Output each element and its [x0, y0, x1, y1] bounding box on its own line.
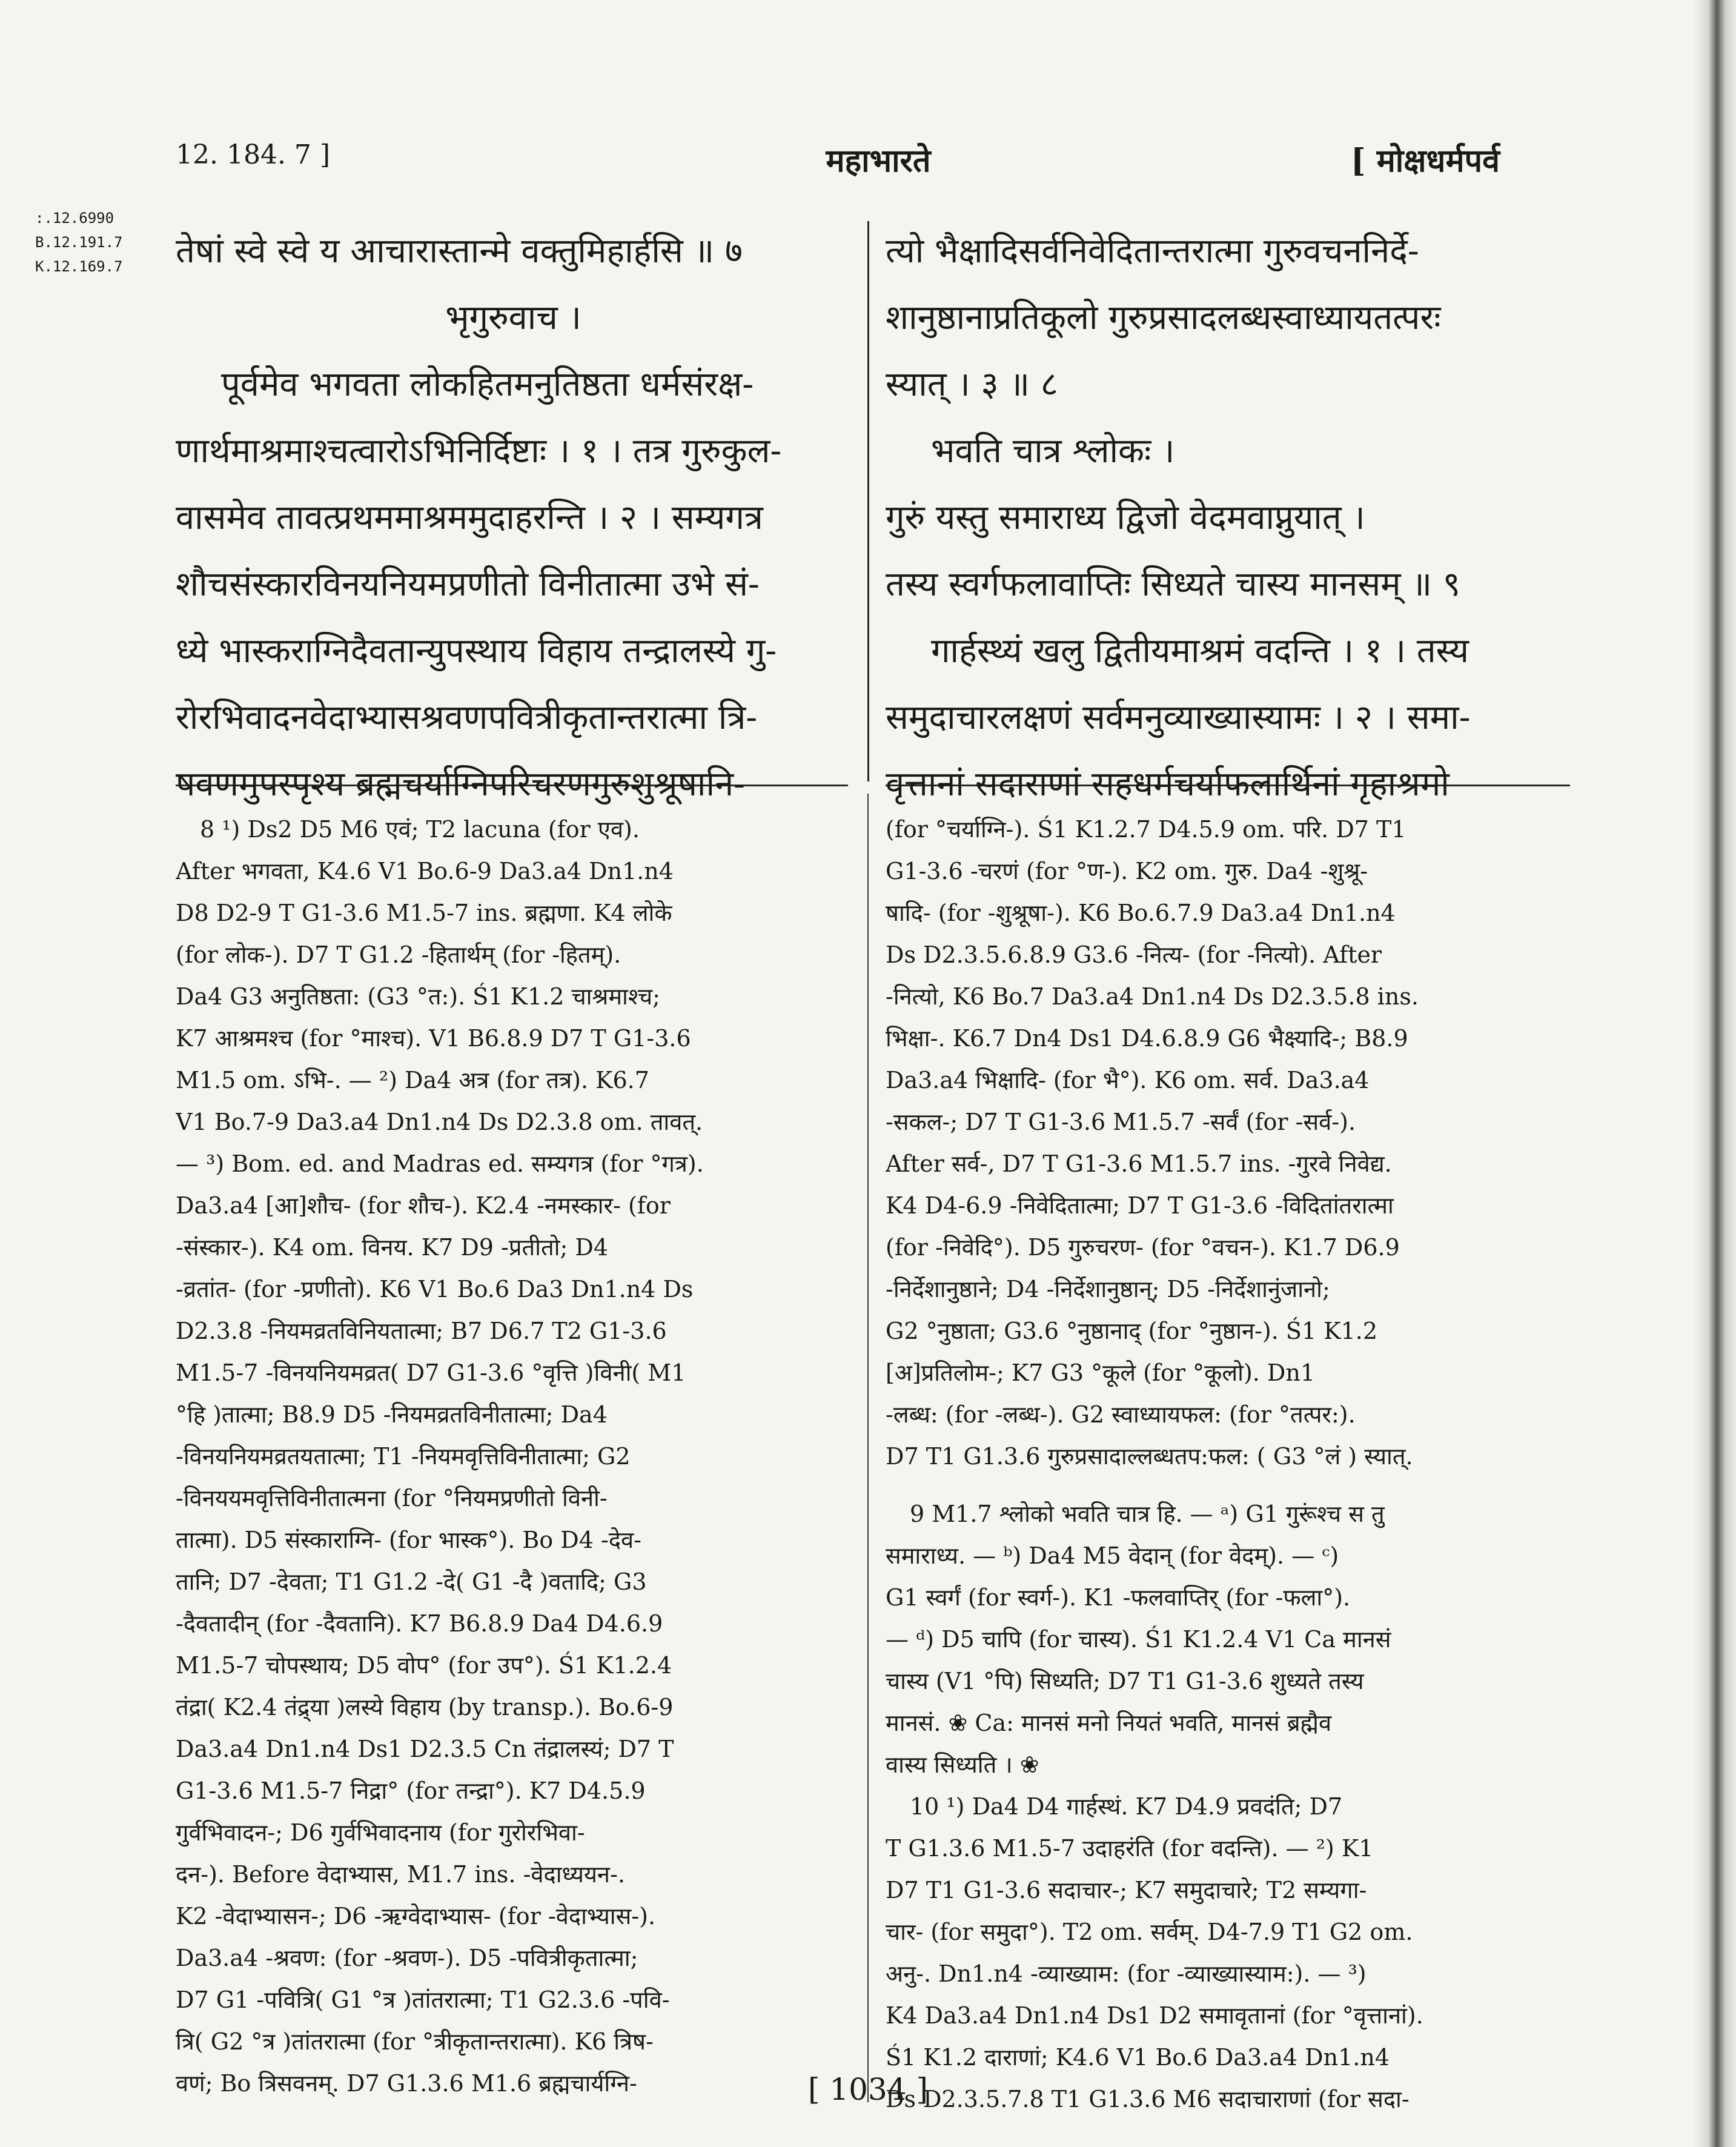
page-edge-shadow [1694, 0, 1736, 2147]
note-line: -व्रतांत- (for -प्रणीतो). K6 V1 Bo.6 Da3 Dn1.n4 Ds [176, 1276, 694, 1302]
prose-line: त्यो भैक्षादिसर्वनिवेदितान्तरात्मा गुरुवचननिर्दे- [886, 231, 1419, 271]
prose-line: स्यात् । ३ ॥ ८ [886, 365, 1058, 404]
note-line: -संस्कार-). K4 om. विनय. K7 D9 -प्रतीतो; D4 [176, 1234, 609, 1261]
note-line: Da3.a4 Dn1.n4 Ds1 D2.3.5 Cn तंद्रालस्यं; D7 T [176, 1736, 674, 1762]
main-text-left-column [176, 218, 851, 818]
note-line: M1.5 om. ऽभि-. — ²) Da4 अत्र (for तत्र). K6.7 [176, 1067, 649, 1093]
note-line: K4 Da3.a4 Dn1.n4 Ds1 D2 समावृतानां (for °वृत्तानां). [886, 2002, 1423, 2029]
note-line: G1 स्वर्गं (for स्वर्ग-). K1 -फलवाप्तिर् (for -फला°). [886, 1584, 1351, 1611]
prose-line: गार्हस्थ्यं खलु द्वितीयमाश्रमं वदन्ति । १ । तस्य [931, 631, 1469, 671]
note-line: 10 ¹) Da4 D4 गार्हस्थं. K7 D4.9 प्रवदंति; D7 [910, 1793, 1343, 1820]
note-line: वास्य सिध्यति । ❀ [886, 1751, 1039, 1778]
note-line: V1 Bo.7-9 Da3.a4 Dn1.n4 Ds D2.3.8 om. तावत्. [176, 1109, 703, 1135]
note-line: दन-). Before वेदाभ्यास, M1.7 ins. -वेदाध्ययन-. [176, 1861, 625, 1888]
note-line: -दैवतादीन् (for -दैवतानि). K7 B6.8.9 Da4 D4.6.9 [176, 1610, 663, 1637]
critical-notes-right-column [886, 809, 1570, 2120]
concordance-kumbhakonam: K.12.169.7 [35, 258, 123, 275]
note-line: — ³) Bom. ed. and Madras ed. सम्यगत्र (for °गत्र). [176, 1150, 704, 1177]
note-line: गुर्वभिवादन-; D6 गुर्वभिवादनाय (for गुरोरभिवा- [176, 1819, 585, 1846]
note-line: K4 D4-6.9 -निवेदितात्मा; D7 T G1-3.6 -विदितांतरात्मा [886, 1192, 1394, 1219]
concordance-margin [35, 206, 123, 279]
note-line: °हि )तात्मा; B8.9 D5 -नियमव्रतविनीतात्मा; Da4 [176, 1401, 608, 1428]
note-line: -निर्देशानुष्ठाने; D4 -निर्देशानुष्ठान्; D5 -निर्देशानुंजानो; [886, 1276, 1330, 1302]
note-line: (for °चर्याग्नि-). Ś1 K1.2.7 D4.5.9 om. परि. D7 T1 [886, 816, 1406, 843]
note-line: (for लोक-). D7 T G1.2 -हितार्थम् (for -हितम्). [176, 941, 621, 968]
note-line: चास्य (V1 °पि) सिध्यति; D7 T1 G1-3.6 शुध्यते तस्य [886, 1668, 1364, 1694]
verse-line: गुरुं यस्तु समाराध्य द्विजो वेदमवाप्नुयात् । [886, 498, 1365, 537]
prose-line: वासमेव तावत्प्रथममाश्रममुदाहरन्ति । २ । सम्यगत्र [176, 498, 763, 537]
note-line: D7 T1 G1-3.6 सदाचार-; K7 समुदाचारे; T2 सम्यगा- [886, 1877, 1367, 1903]
prose-line: णार्थमाश्रमाश्चत्वारोऽभिनिर्दिष्टाः । १ । तत्र गुरुकुल- [176, 431, 782, 471]
note-line: षादि- (for -शुश्रूषा-). K6 Bo.6.7.9 Da3.a4 Dn1.n4 [886, 900, 1396, 926]
note-line: चार- (for समुदा°). T2 om. सर्वम्. D4-7.9 T1 G2 om. [886, 1919, 1413, 1945]
column-divider-text [867, 221, 869, 781]
note-line: (for -निवेदि°). D5 गुरुचरण- (for °वचन-). K1.7 D6.9 [886, 1234, 1400, 1261]
running-title: महाभारते [826, 142, 931, 179]
note-line: M1.5-7 -विनयनियमव्रत( D7 G1-3.6 °वृत्ति )विनी( M1 [176, 1359, 686, 1386]
note-line: तात्मा). D5 संस्काराग्नि- (for भास्क°). Bo D4 -देव- [176, 1527, 641, 1553]
speaker-line: भृगुरुवाच । [445, 298, 581, 337]
prose-line: शौचसंस्कारविनयनियमप्रणीतो विनीतात्मा उभे सं- [176, 565, 760, 604]
note-line: K2 -वेदाभ्यासन-; D6 -ऋग्वेदाभ्यास- (for -वेदाभ्यास-). [176, 1903, 656, 1930]
prose-line: षवणमुपस्पृश्य ब्रह्मचर्याग्निपरिचरणगुरुशुश्रूषानि- [176, 765, 745, 804]
note-line: Da3.a4 भिक्षादि- (for भै°). K6 om. सर्व. Da3.a4 [886, 1067, 1370, 1093]
note-line: तंद्रा( K2.4 तंद्र्या )लस्ये विहाय (by transp.). Bo.6-9 [176, 1694, 674, 1721]
prose-line: वृत्तानां सदाराणां सहधर्मचर्याफलार्थिनां गृहाश्रमो [886, 765, 1449, 804]
note-line: -विनययमवृत्तिविनीतात्मना (for °नियमप्रणीतो विनी- [176, 1485, 608, 1512]
note-line: D7 T1 G1.3.6 गुरुप्रसादाल्लब्धतप:फल: ( G3 °लं ) स्यात्. [886, 1443, 1413, 1470]
note-line: G1-3.6 M1.5-7 निद्रा° (for तन्द्रा°). K7 D4.5.9 [176, 1777, 646, 1804]
note-line: समाराध्य. — ᵇ) Da4 M5 वेदान् (for वेदम्). — ᶜ) [886, 1542, 1339, 1569]
prose-line: ध्ये भास्कराग्निदैवतान्युपस्थाय विहाय तन्द्रालस्ये गु- [176, 631, 777, 671]
note-line: [अ]प्रतिलोम-; K7 G3 °कूले (for °कूलो). Dn1 [886, 1359, 1316, 1386]
column-divider-notes [867, 794, 869, 2102]
section-reference: 12. 184. 7 ] [176, 139, 331, 170]
note-line: Ds D2.3.5.6.8.9 G3.6 -नित्य- (for -नित्यो). After [886, 941, 1382, 968]
note-line: Ś1 K1.2 दाराणां; K4.6 V1 Bo.6 Da3.a4 Dn1.n4 [886, 2044, 1390, 2071]
note-line: D7 G1 -पवित्रि( G1 °त्र )तांतरात्मा; T1 G2.3.6 -पवि- [176, 1986, 670, 2013]
prose-line: पूर्वमेव भगवता लोकहितमनुतिष्ठता धर्मसंरक्ष- [221, 365, 754, 404]
prose-line: भवति चात्र श्लोकः । [931, 431, 1175, 471]
parvan-title: [ मोक्षधर्मपर्व [1351, 142, 1500, 179]
prose-line: शानुष्ठानाप्रतिकूलो गुरुप्रसादलब्धस्वाध्यायतत्परः [886, 298, 1441, 337]
note-line: T G1.3.6 M1.5-7 उदाहरंति (for वदन्ति). — ²) K1 [886, 1835, 1374, 1862]
note-line: M1.5-7 चोपस्थाय; D5 वोप° (for उप°). Ś1 K1.2.4 [176, 1652, 672, 1679]
critical-notes-left-column [176, 809, 854, 2105]
note-line: D8 D2-9 T G1-3.6 M1.5-7 ins. ब्रह्मणा. K4 लोके [176, 900, 672, 926]
note-line: -सकल-; D7 T G1-3.6 M1.5.7 -सर्वं (for -सर्व-). [886, 1109, 1356, 1135]
concordance-bombay: B.12.191.7 [35, 234, 123, 251]
main-text-right-column [886, 218, 1570, 818]
note-line: Ds D2.3.5.7.8 T1 G1.3.6 M6 सदाचाराणां (for सदा- [886, 2086, 1410, 2112]
note-line: -नित्यो, K6 Bo.7 Da3.a4 Dn1.n4 Ds D2.3.5.8 ins. [886, 983, 1419, 1010]
concordance-calcutta: :.12.6990 [35, 210, 114, 227]
note-line: त्रि( G2 °त्र )तांतरात्मा (for °त्रीकृतान्तरात्मा). K6 त्रिष- [176, 2028, 654, 2055]
prose-line: समुदाचारलक्षणं सर्वमनुव्याख्यास्यामः । २ । समा- [886, 698, 1471, 737]
verse-line: तस्य स्वर्गफलावाप्तिः सिध्यते चास्य मानसम् ॥ ९ [886, 565, 1460, 604]
note-line: भिक्षा-. K6.7 Dn4 Ds1 D4.6.8.9 G6 भैक्ष्यादि-; B8.9 [886, 1025, 1408, 1052]
note-line: 9 M1.7 श्लोको भवति चात्र हि. — ᵃ) G1 गुरूंश्च स तु [910, 1501, 1385, 1527]
note-line: Da3.a4 [आ]शौच- (for शौच-). K2.4 -नमस्कार- (for [176, 1192, 671, 1219]
note-line: तानि; D7 -देवता; T1 G1.2 -दे( G1 -दै )वतादि; G3 [176, 1568, 647, 1595]
note-line: Da3.a4 -श्रवण: (for -श्रवण-). D5 -पवित्रीकृतात्मा; [176, 1945, 638, 1971]
note-line: Da4 G3 अनुतिष्ठता: (G3 °त:). Ś1 K1.2 चाश्रमाश्च; [176, 983, 660, 1010]
page-number: [ 1034 ] [807, 2072, 929, 2107]
note-line: अनु-. Dn1.n4 -व्याख्याम: (for -व्याख्यास्याम:). — ³) [886, 1960, 1367, 1987]
note-line: G2 °नुष्ठाता; G3.6 °नुष्ठानाद् (for °नुष्ठान-). Ś1 K1.2 [886, 1318, 1378, 1344]
note-line: After भगवता, K4.6 V1 Bo.6-9 Da3.a4 Dn1.n4 [176, 858, 674, 884]
note-line: G1-3.6 -चरणं (for °ण-). K2 om. गुरु. Da4 -शुश्रू- [886, 858, 1368, 884]
note-line: वणं; Bo त्रिसवनम्. D7 G1.3.6 M1.6 ब्रह्मचार्यग्नि- [176, 2070, 637, 2097]
note-line: मानसं. ❀ Ca: मानसं मनो नियतं भवति, मानसं ब्रह्मैव [886, 1710, 1332, 1736]
note-line: -विनयनियमव्रतयतात्मा; T1 -नियमवृत्तिविनीतात्मा; G2 [176, 1443, 631, 1470]
note-line: -लब्ध: (for -लब्ध-). G2 स्वाध्यायफल: (for °तत्पर:). [886, 1401, 1356, 1428]
note-line: After सर्व-, D7 T G1-3.6 M1.5.7 ins. -गुरवे निवेद्य. [886, 1150, 1392, 1177]
note-line: — ᵈ) D5 चापि (for चास्य). Ś1 K1.2.4 V1 Ca मानसं [886, 1626, 1391, 1653]
prose-line: रोरभिवादनवेदाभ्यासश्रवणपवित्रीकृतान्तरात्मा त्रि- [176, 698, 758, 737]
note-line: 8 ¹) Ds2 D5 M6 एवं; T2 lacuna (for एव). [200, 816, 640, 843]
verse-line: तेषां स्वे स्वे य आचारास्तान्मे वक्तुमिहार्हसि ॥ ७ [176, 231, 743, 271]
note-line: D2.3.8 -नियमव्रतविनियतात्मा; B7 D6.7 T2 G1-3.6 [176, 1318, 667, 1344]
note-line: K7 आश्रमश्च (for °माश्च). V1 B6.8.9 D7 T G1-3.6 [176, 1025, 691, 1052]
